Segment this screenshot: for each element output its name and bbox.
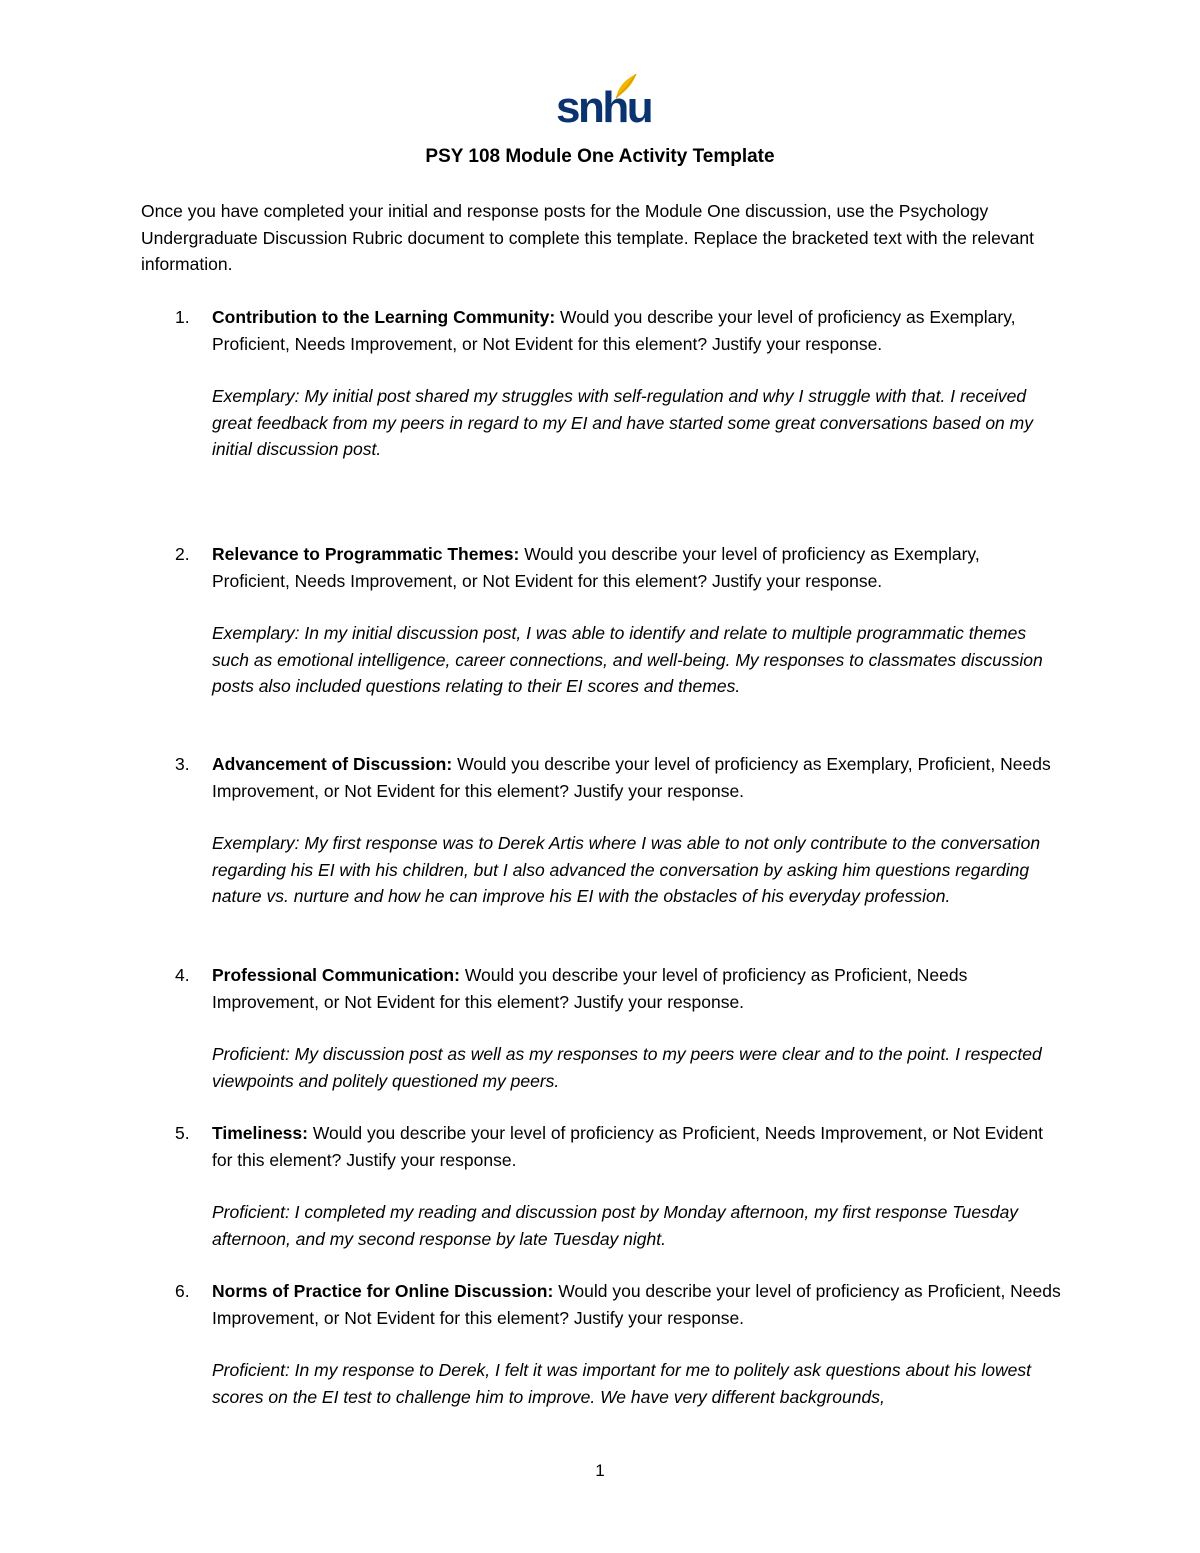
rubric-item-5 (141, 1120, 1061, 1252)
item-question: Would you describe your level of proficiency as Proficient, Needs Improvement, or Not Evident for this element? Justify your response. (212, 965, 968, 1012)
logo-wordmark: snhu (556, 83, 652, 132)
item-prompt (212, 1120, 1061, 1173)
item-heading: Timeliness: (212, 1123, 308, 1143)
item-prompt (212, 962, 1061, 1015)
item-answer: Exemplary: In my initial discussion post, I was able to identify and relate to multiple programmatic themes such as emotional intelligence, career connections, and well-being. My responses to classmates discussion posts also included questions relating to their EI scores and themes. (212, 623, 1043, 696)
item-number: 3. (175, 754, 190, 774)
snhu-logo (556, 72, 652, 132)
item-answer: Exemplary: My first response was to Derek Artis where I was able to not only contribute to the conversation regarding his EI with his children, but I also advanced the conversation by asking him questions regarding nature vs. nurture and how he can improve his EI with the obstacles of his everyday profession. (212, 833, 1041, 906)
item-heading: Advancement of Discussion: (212, 754, 453, 774)
item-number: 2. (175, 544, 190, 564)
item-question: Would you describe your level of proficiency as Exemplary, Proficient, Needs Improvement, or Not Evident for this element? Justify your response. (212, 307, 1016, 354)
item-number: 6. (175, 1281, 190, 1301)
item-question: Would you describe your level of proficiency as Proficient, Needs Improvement, or Not Evident for this element? Justify your response. (212, 1281, 1061, 1328)
rubric-item-4 (141, 962, 1061, 1094)
item-question: Would you describe your level of proficiency as Exemplary, Proficient, Needs Improvement, or Not Evident for this element? Justify your response. (212, 754, 1051, 801)
item-answer: Proficient: I completed my reading and discussion post by Monday afternoon, my first response Tuesday afternoon, and my second response by late Tuesday night. (212, 1202, 1019, 1249)
item-heading: Contribution to the Learning Community: (212, 307, 556, 327)
item-number: 1. (175, 307, 190, 327)
item-prompt (212, 751, 1061, 804)
item-number: 4. (175, 965, 190, 985)
rubric-item-6 (141, 1278, 1061, 1410)
rubric-item-3 (141, 751, 1061, 910)
item-prompt (212, 1278, 1061, 1331)
item-answer: Exemplary: My initial post shared my struggles with self-regulation and why I struggle with that. I received great feedback from my peers in regard to my EI and have started some great conversations based on my initial discussion post. (212, 386, 1033, 459)
item-heading: Professional Communication: (212, 965, 460, 985)
page-number: 1 (595, 1461, 605, 1480)
document-title: PSY 108 Module One Activity Template (425, 146, 775, 167)
item-prompt (212, 541, 1061, 594)
item-prompt (212, 304, 1061, 357)
intro-paragraph: Once you have completed your initial and response posts for the Module One discussion, use the Psychology Undergraduate Discussion Rubric document to complete this template. Replace the bracketed text with the relevant information. (141, 201, 1034, 274)
item-heading: Relevance to Programmatic Themes: (212, 544, 520, 564)
item-answer: Proficient: My discussion post as well as my responses to my peers were clear and to the point. I respected viewpoints and politely questioned my peers. (212, 1044, 1042, 1091)
item-question: Would you describe your level of proficiency as Exemplary, Proficient, Needs Improvement, or Not Evident for this element? Justify your response. (212, 544, 980, 591)
item-question: Would you describe your level of proficiency as Proficient, Needs Improvement, or Not Evident for this element? Justify your response. (212, 1123, 1043, 1170)
item-answer: Proficient: In my response to Derek, I felt it was important for me to politely ask questions about his lowest scores on the EI test to challenge him to improve. We have very different backgrounds, (212, 1360, 1031, 1407)
item-number: 5. (175, 1123, 190, 1143)
rubric-item-2 (141, 541, 1061, 700)
item-heading: Norms of Practice for Online Discussion: (212, 1281, 554, 1301)
rubric-item-1 (141, 304, 1061, 463)
